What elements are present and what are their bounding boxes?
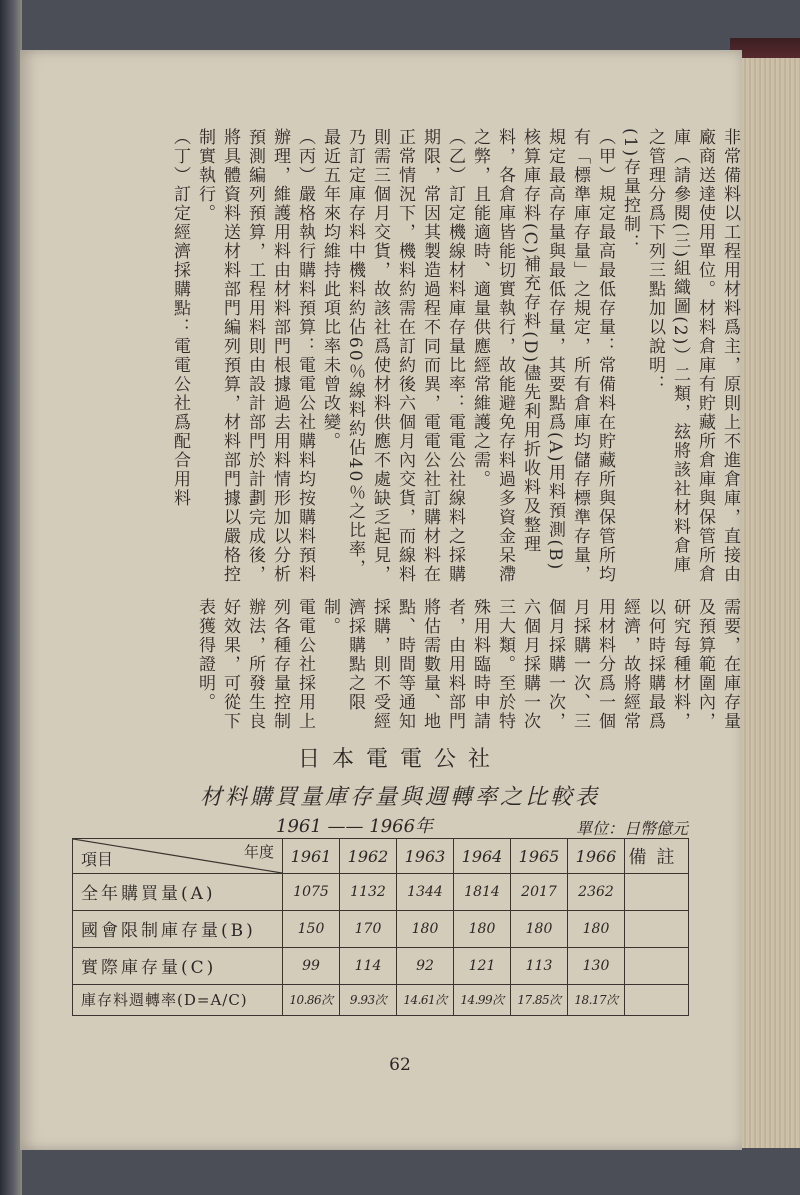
table-row (73, 910, 689, 947)
row-label: 國會限制庫存量(B) (73, 910, 283, 947)
table-cell: 14.99次 (454, 984, 511, 1015)
table-cell: 1132 (340, 874, 397, 911)
row-label: 實際庫存量(C) (73, 947, 283, 984)
note-cell (625, 984, 689, 1015)
page-stack-edge (742, 58, 800, 1148)
table-cell: 1344 (397, 874, 454, 911)
lower-text-block (195, 598, 742, 732)
table-cell: 150 (283, 910, 340, 947)
table-cell: 92 (397, 947, 454, 984)
note-cell (625, 874, 689, 911)
table-cell: 180 (454, 910, 511, 947)
year-header: 1964 (454, 839, 511, 874)
year-header: 1965 (511, 839, 568, 874)
paragraph: （丁）訂定經濟採購點：電電公社爲配合用料 (170, 128, 190, 508)
table-row (73, 874, 689, 911)
table-company-title: 日本電電公社 (297, 747, 502, 772)
note-cell (625, 947, 689, 984)
table-cell: 1075 (283, 874, 340, 911)
upper-text-block (162, 128, 742, 590)
table-cell: 99 (283, 947, 340, 984)
paragraph: 非常備料以工程用材料爲主，原則上不進倉庫，直接由廠商送達使用單位。材料倉庫有貯藏所倉庫與保管所倉庫（請參閱(三)組織圖(2)）二類，玆將該社材料倉庫之管理分爲下列三點加以說明： (645, 128, 740, 584)
row-label: 全年購買量(A) (73, 874, 283, 911)
table-title: 材料購買量庫存量與週轉率之比較表 (199, 785, 600, 810)
table-cell: 2362 (568, 874, 625, 911)
table-cell: 113 (511, 947, 568, 984)
year-header: 1963 (397, 839, 454, 874)
book-binding (0, 0, 22, 1195)
corner-label-item: 項目 (81, 850, 114, 869)
table-cell: 2017 (511, 874, 568, 911)
row-label: 庫存料週轉率(D=A/C) (73, 984, 283, 1015)
corner-header-cell (73, 839, 283, 874)
table-cell: 180 (511, 910, 568, 947)
note-cell (625, 910, 689, 947)
table-cell: 1814 (454, 874, 511, 911)
note-header: 備註 (625, 839, 689, 874)
table-cell: 17.85次 (511, 984, 568, 1015)
paragraph: （丙）嚴格執行購料預算：電電公社購料均按購料預料辦理，維護用料由材料部門根據過去用料情形加以分析預測編列預算，工程用料則由設計部門於計劃完成後，將具體資料送材料部門編列預算，材料部門據以嚴格控制實執行。 (195, 128, 315, 584)
table-cell: 130 (568, 947, 625, 984)
table-cell: 170 (340, 910, 397, 947)
table-period: 1961 —— 1966年 (276, 816, 434, 837)
table-cell: 121 (454, 947, 511, 984)
table-cell: 180 (397, 910, 454, 947)
year-header: 1961 (283, 839, 340, 874)
table-unit: 單位：日幣億元 (576, 819, 689, 838)
paragraph: （甲）規定最高最低存量：常備料在貯藏所與保管所均有「標準庫存量」之規定，所有倉庫均儲存標準存量，規定最高存量與最低存量，其要點爲(A)用料預測(B)核算庫存料(C)補充存料(D)儘先利用折收料及整理料，各倉庫皆能切實執行，故能避免存料過多資金呆滯之弊，且能適時、適量供應經常維護之需。 (470, 128, 615, 584)
paragraph: (1)存量控制： (620, 128, 640, 254)
year-header: 1966 (568, 839, 625, 874)
table-cell: 10.86次 (283, 984, 340, 1015)
table-row (73, 947, 689, 984)
table-cell: 18.17次 (568, 984, 625, 1015)
table-cell: 9.93次 (340, 984, 397, 1015)
paragraph: 需要，在庫存量及預算範圍內，研究每種材料，以何時採購最爲經濟，故將經常用材料分爲一個月採購一次、三個月採購一次，六個月採購一次三大類。至於特殊用料臨時申請者，由用料部門將估需數量、地點、時間等通知採購，則不受經濟採購點之限制。 (320, 598, 740, 731)
table-cell: 180 (568, 910, 625, 947)
table-cell: 114 (340, 947, 397, 984)
page-number: 62 (389, 1055, 411, 1075)
table-cell: 14.61次 (397, 984, 454, 1015)
table-header-row (73, 839, 689, 874)
year-header: 1962 (340, 839, 397, 874)
corner-label-year: 年度 (243, 843, 274, 861)
table-row (73, 984, 689, 1015)
paragraph: （乙）訂定機線材料庫存量比率：電電公社線料之採購期限，常因其製造過程不同而異，電電公社訂購材料在正常情況下，機料約需在訂約後六個月內交貨，而線料則需三個月交貨，故該社爲使材料供應不處缺乏起見，乃訂定庫存料中機料約佔60％線料約佔40％之比率，最近五年來均維持此項比率未曾改變。 (320, 128, 465, 584)
comparison-table (72, 838, 689, 1016)
paragraph: 電電公社採用上列各種存量控制辦法，所發生良好效果，可從下表獲得證明。 (195, 598, 315, 731)
